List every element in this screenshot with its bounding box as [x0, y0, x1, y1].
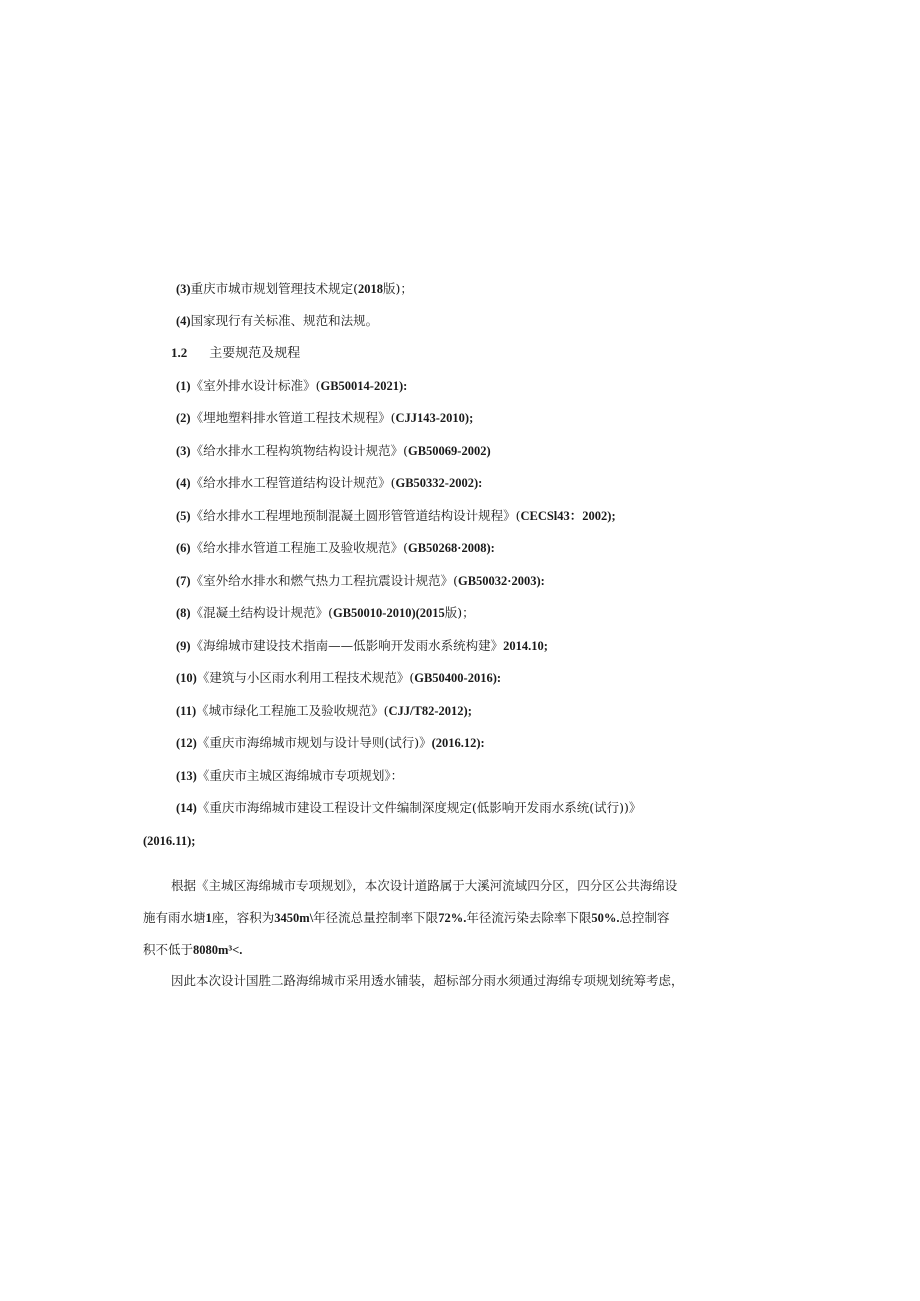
list-item: (10)《建筑与小区雨水利用工程技术规范》(GB50400-2016): — [176, 670, 502, 685]
list-item: (11)《城市绿化工程施工及验收规范》(CJJ/T82-2012); — [176, 703, 472, 718]
list-item: (14)《重庆市海绵城市建设工程设计文件编制深度规定(低影响开发雨水系统(试行))》 — [176, 800, 642, 815]
paragraph-line: 根据《主城区海绵城市专项规划》，本次设计道路属于大溪河流域四分区，四分区公共海绵设 — [171, 878, 678, 893]
list-item: (12)《重庆市海绵城市规划与设计导则(试行)》(2016.12): — [176, 735, 485, 750]
list-item-continuation: (2016.11); — [143, 834, 196, 848]
paragraph-line: 积不低于8080m³<. — [143, 942, 243, 957]
list-item: (8)《混凝土结构设计规范》(GB50010-2010)(2015版)； — [176, 605, 475, 620]
intro-item-4: (4)国家现行有关标准、规范和法规。 — [176, 313, 379, 328]
list-item: (9)《海绵城市建设技术指南——低影响开发雨水系统构建》2014.10; — [176, 638, 548, 653]
paragraph-line: 因此本次设计国胜二路海绵城市采用透水铺装，超标部分雨水须通过海绵专项规划统筹考虑， — [171, 973, 684, 988]
list-item: (7)《室外给水排水和燃气热力工程抗震设计规范》(GB50032·2003): — [176, 573, 545, 588]
intro-item-3: (3)重庆市城市规划管理技术规定(2018版)； — [176, 281, 413, 296]
list-item: (4)《给水排水工程管道结构设计规范》(GB50332-2002): — [176, 475, 483, 490]
section-heading: 1.2 主要规范及规程 — [171, 345, 301, 361]
paragraph-line: 施有雨水塘1座，容积为3450m\年径流总量控制率下限72%.年径流污染去除率下限50%.总控制容 — [143, 910, 670, 925]
list-item: (5)《给水排水工程埋地预制混凝土圆形管管道结构设计规程》(CECSl43：2002); — [176, 508, 616, 523]
list-item: (6)《给水排水管道工程施工及验收规范》(GB50268·2008): — [176, 540, 495, 555]
list-item: (3)《给水排水工程构筑物结构设计规范》(GB50069-2002) — [176, 443, 491, 458]
list-item: (1)《室外排水设计标准》(GB50014-2021): — [176, 378, 408, 393]
list-item: (13)《重庆市主城区海绵城市专项规划》： — [176, 768, 404, 783]
list-item: (2)《埋地塑料排水管道工程技术规程》(CJJ143-2010); — [176, 410, 474, 425]
